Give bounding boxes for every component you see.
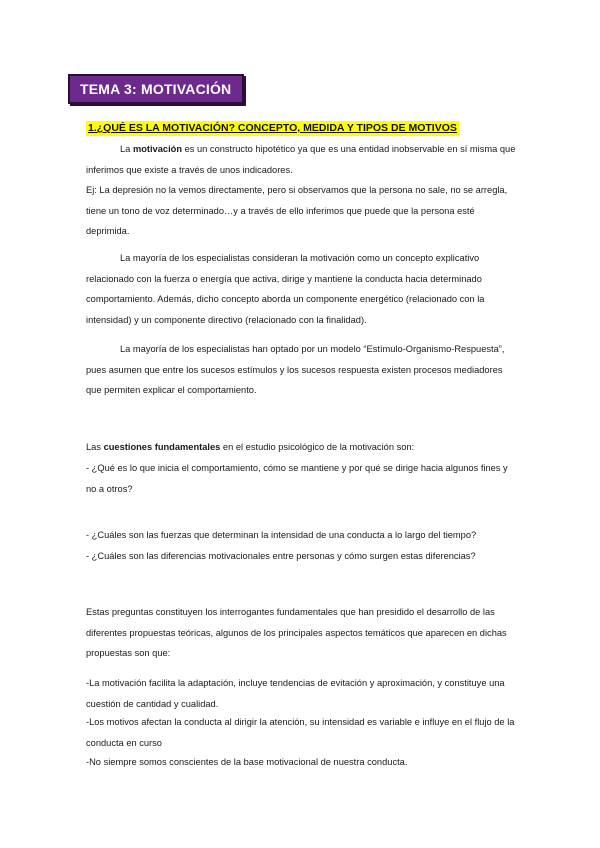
definition-term: motivación bbox=[132, 144, 183, 154]
aspect-item: -Los motivos afectan la conducta al dirigir la atención, su intensidad es variable e influye en el flujo de la conducta en curso bbox=[86, 717, 515, 748]
paragraph-example: Ej: La depresión no la vemos directamente, pero si observamos que la persona no sale, no se arregla, tiene un tono de voz determinado…y a través de ello inferimos que puede que la persona esté deprimida. bbox=[86, 185, 508, 236]
question-item: - ¿Cuáles son las fuerzas que determinan la intensidad de una conducta a lo largo del tiempo? bbox=[86, 530, 477, 540]
paragraph-interrogantes: Estas preguntas constituyen los interrogantes fundamentales que han presidido el desarrollo de las diferentes propuestas teóricas, algunos de los principales aspectos temáticos que aparecen en dichas propuestas son que: bbox=[86, 607, 507, 658]
aspect-item: -No siempre somos conscientes de la base motivacional de nuestra conducta. bbox=[86, 757, 408, 767]
document-title: TEMA 3: MOTIVACIÓN bbox=[80, 81, 232, 97]
section-heading: 1.¿QUÉ ES LA MOTIVACIÓN? CONCEPTO, MEDIDA Y TIPOS DE MOTIVOS bbox=[88, 122, 457, 134]
questions-intro-rest: en el estudio psicológico de la motivación son: bbox=[220, 442, 415, 452]
title-banner bbox=[68, 74, 244, 104]
paragraph-definition bbox=[86, 139, 516, 180]
definition-text: es un constructo hipotético ya que es una entidad inobservable en sí misma que inferimos que existe a través de unos indicadores. bbox=[86, 144, 516, 175]
questions-intro-term: cuestiones fundamentales bbox=[103, 442, 221, 452]
questions-intro bbox=[86, 437, 516, 458]
definition-pre: La bbox=[120, 144, 133, 154]
question-item: - ¿Qué es lo que inicia el comportamiento, cómo se mantiene y por qué se dirige hacia algunos fines y no a otros? bbox=[86, 463, 508, 494]
questions-intro-pre: Las bbox=[86, 442, 104, 452]
question-item: - ¿Cuáles son las diferencias motivacionales entre personas y cómo surgen estas diferencias? bbox=[86, 551, 476, 561]
aspect-item: -La motivación facilita la adaptación, incluye tendencias de evitación y aproximación, y constituye una cuestión de cantidad y cualidad. bbox=[86, 678, 505, 709]
paragraph-model: La mayoría de los especialistas han optado por un modelo “Estímulo-Organismo-Respuesta”, pues asumen que entre los sucesos estímulos y los sucesos respuesta existen procesos mediadores que permiten explicar el comportamiento. bbox=[86, 344, 505, 395]
paragraph-concept: La mayoría de los especialistas consideran la motivación como un concepto explicativo relacionado con la fuerza o energía que activa, dirige y mantiene la conducta hacia determinado comportamiento. Además, dicho concepto aborda un componente energético (relacionado con la intensidad) y un componente directivo (relacionado con la finalidad). bbox=[86, 253, 485, 325]
